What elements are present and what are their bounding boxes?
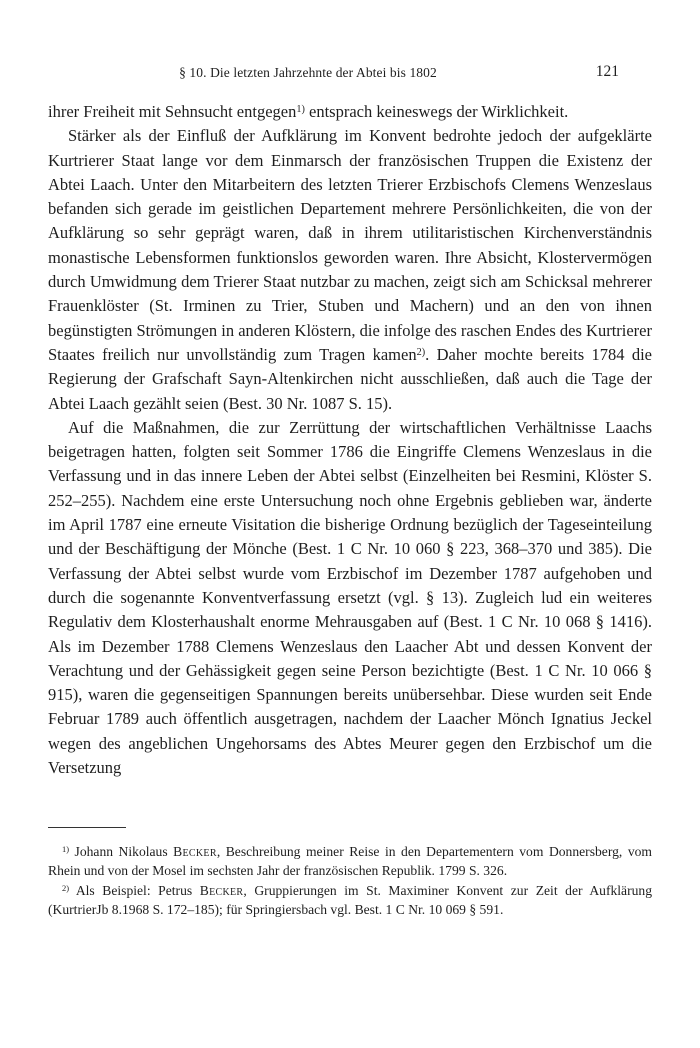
- footnote-1-text-cont: , Beschreibung meiner Reise in den Departementern vom Donnersberg, vom Rhein und von der Mosel im sechsten Jahr der französischen Republik. 1799 S. 326.: [48, 844, 652, 879]
- footnotes: [48, 842, 652, 920]
- footnote-2-author: Becker: [199, 882, 244, 898]
- footnote-2-text-cont: , Gruppierungen im St. Maximiner Konvent zur Zeit der Aufklärung (KurtrierJb 8.1968 S. 172–185); für Springiersbach vgl. Best. 1 C Nr. 10 069 § 591.: [48, 882, 652, 918]
- footnote-1: [48, 842, 652, 881]
- footnote-2: [48, 881, 652, 920]
- footnote-2-mark: 2): [62, 882, 70, 893]
- paragraph-3-text: Auf die Maßnahmen, die zur Zerrüttung der wirtschaftlichen Verhältnisse Laachs beigetragen hatten, folgten seit Sommer 1786 die Eingriffe Clemens Wenzeslaus in die Verfassung und in das innere Leben der Abtei selbst (Einzelheiten bei Resmini, Klöster S. 252–255). Nachdem eine erste Untersuchung noch ohne Ergebnis geblieben war, änderte im April 1787 eine erneute Visitation die bisherige Ordnung bezüglich der Tageseinteilung und der Beschäftigung der Mönche (Best. 1 C Nr. 10 060 § 223, 368–370 und 385). Die Verfassung der Abtei selbst wurde vom Erzbischof im Dezember 1787 aufgehoben und durch die sogenannte Konventverfassung ersetzt (vgl. § 13). Zugleich lud ein weiteres Regulativ dem Klosterhaushalt enorme Mehrausgaben auf (Best. 1 C Nr. 10 068 § 1416). Als im Dezember 1788 Clemens Wenzeslaus den Laacher Abt und dessen Konvent der Verachtung und der Gehässigkeit gegen seine Person bezichtigte (Best. 1 C Nr. 10 066 § 915), waren die gegenseitigen Spannungen bereits unübersehbar. Diese wurden seit Ende Februar 1789 auch öffentlich ausgetragen, nachdem der Laacher Mönch Ignatius Jeckel wegen des angeblichen Ungehorsams des Abtes Meurer gegen den Erzbischof um die Versetzung: [48, 417, 652, 778]
- footnote-ref-1: 1): [296, 103, 305, 115]
- footnote-2-text: Als Beispiel: Petrus: [69, 882, 200, 898]
- paragraph-2-text: Stärker als der Einfluß der Aufklärung im Konvent bedrohte jedoch der aufgeklärte Kurtrierer Staat lange vor dem Einmarsch der französischen Truppen die Existenz der Abtei Laach. Unter den Mitarbeitern des letzten Trierer Erzbischofs Clemens Wenzeslaus befanden sich gerade im geistlichen Departement mehrere Persönlichkeiten, die von der Aufklärung so sehr geprägt waren, daß in ihrem utilitaristischen Kirchenverständnis monastische Lebensformen funktionslos geworden waren. Ihre Absicht, Klostervermögen durch Umwidmung dem Trierer Staat nutzbar zu machen, zeigt sich am Schicksal mehrerer Frauenklöster (St. Irminen zu Trier, Stuben und Machern) und an den von ihnen begünstigten Strömungen in anderen Klöstern, die infolge des raschen Endes des Kurtrierer Staates freilich nur unvollständig zum Tragen kamen: [48, 126, 652, 364]
- page-number: 121: [595, 63, 619, 80]
- body-text: [48, 100, 652, 780]
- footnote-1-mark: 1): [62, 843, 70, 854]
- running-head: § 10. Die letzten Jahrzehnte der Abtei bis 1802: [179, 65, 437, 80]
- paragraph-1-text: ihrer Freiheit mit Sehnsucht entgegen: [48, 102, 297, 121]
- paragraph-2-text-cont: . Daher mochte bereits 1784 die Regierung der Grafschaft Sayn-Altenkirchen nicht ausschließen, daß auch die Tage der Abtei Laach gezählt seien (Best. 30 Nr. 1087 S. 15).: [48, 344, 653, 413]
- paragraph-3: [48, 416, 652, 780]
- footnote-1-author: Becker: [173, 844, 217, 859]
- footnote-1-text: Johann Nikolaus: [69, 844, 174, 859]
- paragraph-2: [48, 124, 652, 416]
- paragraph-1-text-cont: entsprach keineswegs der Wirklichkeit.: [304, 102, 569, 121]
- footnote-separator: [48, 827, 126, 828]
- footnote-ref-2: 2): [416, 346, 426, 358]
- page-header: [48, 63, 652, 85]
- paragraph-1: [48, 100, 652, 124]
